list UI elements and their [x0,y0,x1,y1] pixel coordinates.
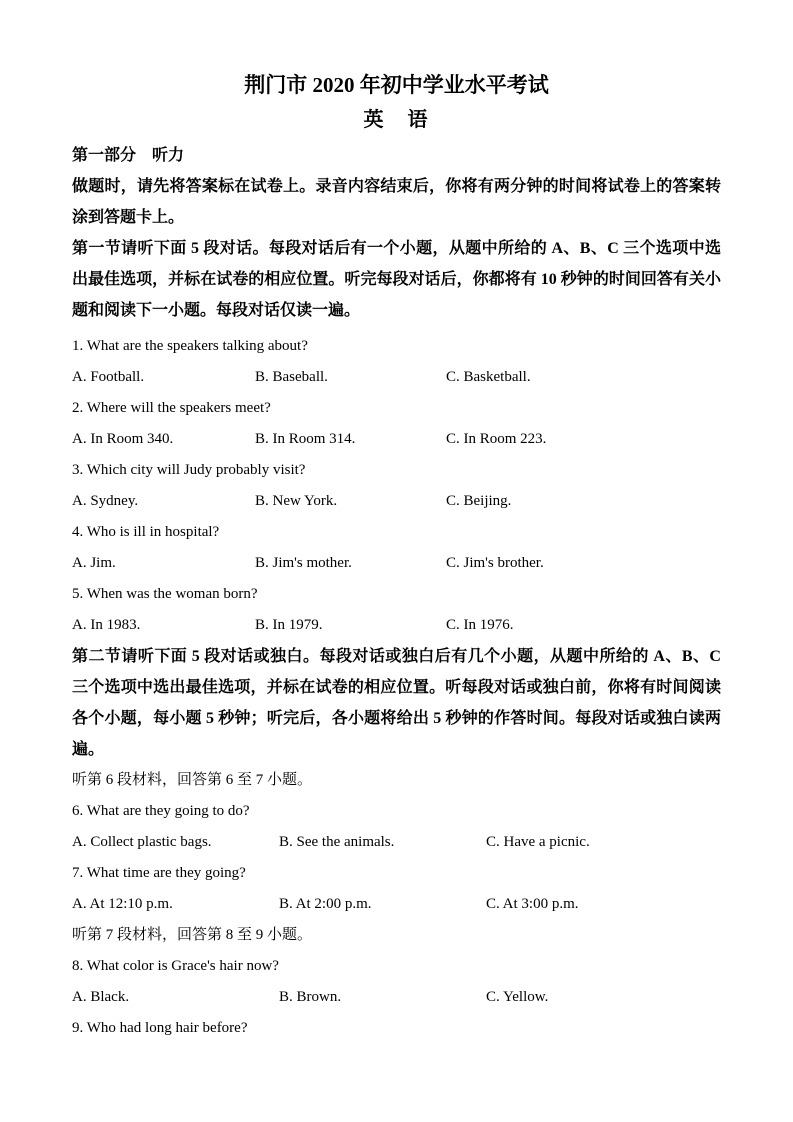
option-a: A. In Room 340. [72,431,174,447]
option-b: B. In 1979. [255,617,323,633]
question-text: 2. Where will the speakers meet? [72,400,271,416]
section2-intro: 第二节请听下面 5 段对话或独白。每段对话或独白后有几个小题，从题中所给的 A、B、C 三个选项中选出最佳选项，并标在试卷的相应位置。听每段对话或独白前，你将有时间阅读各个小题，每小题 5 秒钟；听完后，各小题将给出 5 秒钟的作答时间。每段对话或独白读两遍。 [72,648,721,758]
option-c: C. Basketball. [446,369,531,385]
option-c: C. In Room 223. [446,431,547,447]
option-a: A. Jim. [72,555,116,571]
question-text: 9. Who had long hair before? [72,1020,248,1036]
question-3 [72,455,721,517]
option-b: B. In Room 314. [255,431,356,447]
question-5 [72,579,721,641]
question-2 [72,393,721,455]
option-a: A. Football. [72,369,145,385]
options-row [72,548,721,579]
question-9 [72,1013,721,1044]
page-title: 荆门市 2020 年初中学业水平考试 [244,73,549,97]
question-1 [72,331,721,393]
question-8 [72,951,721,1013]
option-a: A. Black. [72,989,130,1005]
options-row [72,362,721,393]
option-a: A. Sydney. [72,493,139,509]
options-row [72,982,721,1013]
option-a: A. In 1983. [72,617,141,633]
option-b: B. Brown. [279,989,342,1005]
options-row [72,610,721,641]
question-7 [72,858,721,920]
option-c: C. Beijing. [446,493,512,509]
answer-sheet-instructions: 做题时，请先将答案标在试卷上。录音内容结束后，你将有两分钟的时间将试卷上的答案转涂到答题卡上。 [72,178,721,226]
option-c: C. In 1976. [446,617,514,633]
question-text: 8. What color is Grace's hair now? [72,958,279,974]
page-subtitle: 英 语 [363,109,430,131]
options-row [72,486,721,517]
option-b: B. Baseball. [255,369,328,385]
option-c: C. Jim's brother. [446,555,544,571]
question-text: 7. What time are they going? [72,865,246,881]
option-b: B. New York. [255,493,338,509]
question-text: 6. What are they going to do? [72,803,250,819]
option-b: B. At 2:00 p.m. [279,896,372,912]
option-b: B. See the animals. [279,834,395,850]
question-text: 4. Who is ill in hospital? [72,524,220,540]
option-c: C. At 3:00 p.m. [486,896,579,912]
material-7-note: 听第 7 段材料，回答第 8 至 9 小题。 [72,927,313,943]
part1-heading: 第一部分 听力 [72,147,185,164]
question-4 [72,517,721,579]
question-6 [72,796,721,858]
option-a: A. Collect plastic bags. [72,834,212,850]
options-row [72,827,721,858]
options-row [72,889,721,920]
question-text: 3. Which city will Judy probably visit? [72,462,306,478]
question-text: 5. When was the woman born? [72,586,258,602]
option-b: B. Jim's mother. [255,555,352,571]
question-text: 1. What are the speakers talking about? [72,338,308,354]
section1-intro: 第一节请听下面 5 段对话。每段对话后有一个小题，从题中所给的 A、B、C 三个选项中选出最佳选项，并标在试卷的相应位置。听完每段对话后，你都将有 10 秒钟的时间回答有关小题和阅读下一小题。每段对话仅读一遍。 [72,240,721,319]
options-row [72,424,721,455]
material-6-note: 听第 6 段材料，回答第 6 至 7 小题。 [72,772,313,788]
option-a: A. At 12:10 p.m. [72,896,173,912]
option-c: C. Have a picnic. [486,834,590,850]
option-c: C. Yellow. [486,989,549,1005]
